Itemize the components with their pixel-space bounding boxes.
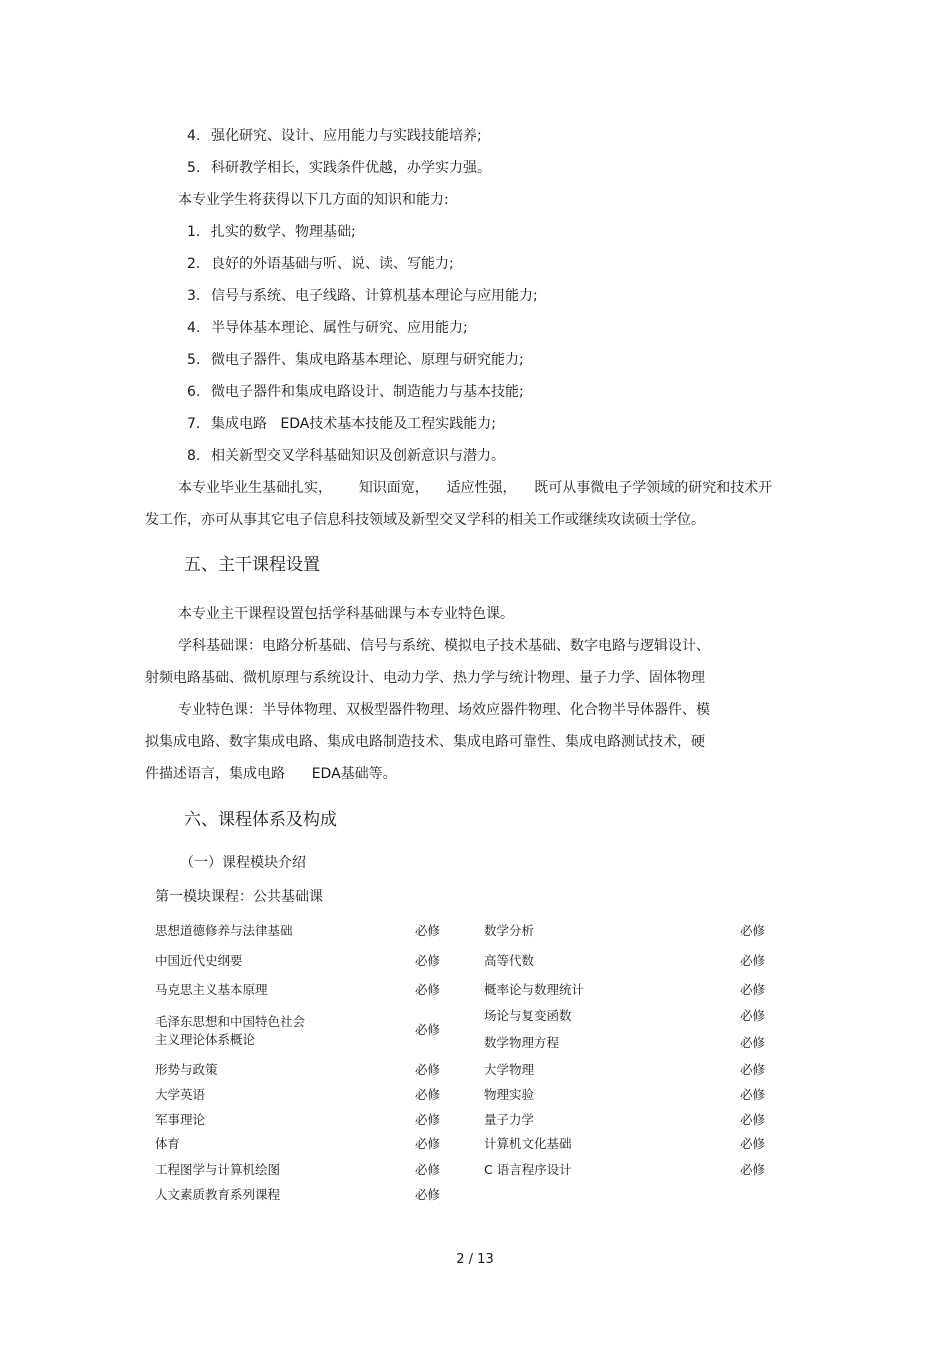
course-name: 军事理论 bbox=[155, 1112, 206, 1127]
page-number: 2 / 13 bbox=[456, 1252, 494, 1267]
list-number: 8. bbox=[187, 448, 201, 464]
list-item bbox=[187, 382, 524, 402]
paragraph-line: 学科基础课：电路分析基础、信号与系统、模拟电子技术基础、数字电路与逻辑设计、 bbox=[178, 638, 710, 654]
list-text: 微电子器件和集成电路设计、制造能力与基本技能; bbox=[211, 384, 524, 400]
list-number: 4. bbox=[187, 320, 201, 336]
module-heading: 第一模块课程：公共基础课 bbox=[155, 889, 323, 905]
list-item bbox=[187, 222, 356, 242]
course-name-continued: 主义理论体系概论 bbox=[155, 1032, 256, 1047]
paragraph-line: 本专业主干课程设置包括学科基础课与本专业特色课。 bbox=[178, 606, 514, 622]
course-type: 必修 bbox=[415, 1062, 441, 1077]
list-item bbox=[187, 286, 538, 306]
course-type: 必修 bbox=[740, 1112, 766, 1127]
course-type: 必修 bbox=[740, 1087, 766, 1102]
course-name: 场论与复变函数 bbox=[484, 1008, 572, 1023]
subsection-heading: （一）课程模块介绍 bbox=[180, 855, 306, 871]
section-heading: 五、主干课程设置 bbox=[184, 555, 320, 575]
paragraph-line: 拟集成电路、数字集成电路、集成电路制造技术、集成电路可靠性、集成电路测试技术，硬 bbox=[145, 734, 705, 750]
list-text: 信号与系统、电子线路、计算机基本理论与应用能力; bbox=[211, 288, 538, 304]
course-name: 中国近代史纲要 bbox=[155, 953, 243, 968]
course-type: 必修 bbox=[415, 982, 441, 997]
course-name: C 语言程序设计 bbox=[484, 1162, 572, 1177]
list-item bbox=[187, 350, 524, 370]
course-type: 必修 bbox=[415, 1187, 441, 1202]
course-name: 量子力学 bbox=[484, 1112, 535, 1127]
list-item bbox=[187, 254, 454, 274]
course-name: 人文素质教育系列课程 bbox=[155, 1187, 281, 1202]
course-type: 必修 bbox=[740, 923, 766, 938]
course-name: 物理实验 bbox=[484, 1087, 535, 1102]
course-name: 思想道德修养与法律基础 bbox=[155, 923, 293, 938]
course-type: 必修 bbox=[740, 1136, 766, 1151]
list-number: 4. bbox=[187, 128, 201, 144]
list-item bbox=[187, 446, 505, 466]
course-name: 大学物理 bbox=[484, 1062, 535, 1077]
list-text: 科研教学相长，实践条件优越，办学实力强。 bbox=[211, 160, 491, 176]
list-item bbox=[187, 318, 468, 338]
course-type: 必修 bbox=[415, 1162, 441, 1177]
list-text: 强化研究、设计、应用能力与实践技能培养; bbox=[211, 128, 482, 144]
course-type: 必修 bbox=[415, 1022, 441, 1037]
paragraph-line: 射频电路基础、微机原理与系统设计、电动力学、热力学与统计物理、量子力学、固体物理 bbox=[145, 670, 705, 686]
paragraph-line: 发工作，亦可从事其它电子信息科技领域及新型交叉学科的相关工作或继续攻读硕士学位。 bbox=[145, 512, 705, 528]
paragraph-line: 件描述语言，集成电路 EDA基础等。 bbox=[145, 766, 397, 782]
course-name: 高等代数 bbox=[484, 953, 535, 968]
course-name: 计算机文化基础 bbox=[484, 1136, 572, 1151]
course-name: 数学分析 bbox=[484, 923, 535, 938]
course-name: 大学英语 bbox=[155, 1087, 206, 1102]
list-text: 微电子器件、集成电路基本理论、原理与研究能力; bbox=[211, 352, 524, 368]
list-number: 6. bbox=[187, 384, 201, 400]
list-number: 1. bbox=[187, 224, 201, 240]
list-item bbox=[187, 126, 482, 146]
list-item bbox=[187, 414, 496, 434]
course-type: 必修 bbox=[740, 1008, 766, 1023]
paragraph-line: 本专业毕业生基础扎实， 知识面宽， 适应性强， 既可从事微电子学领域的研究和技术开 bbox=[178, 480, 773, 496]
course-name: 马克思主义基本原理 bbox=[155, 982, 268, 997]
course-type: 必修 bbox=[415, 953, 441, 968]
course-name: 概率论与数理统计 bbox=[484, 982, 585, 997]
section-heading: 六、课程体系及构成 bbox=[184, 810, 337, 830]
course-name: 体育 bbox=[155, 1136, 181, 1151]
course-name: 数学物理方程 bbox=[484, 1035, 560, 1050]
list-number: 3. bbox=[187, 288, 201, 304]
list-number: 7. bbox=[187, 416, 201, 432]
course-type: 必修 bbox=[740, 1162, 766, 1177]
paragraph-line: 专业特色课：半导体物理、双极型器件物理、场效应器件物理、化合物半导体器件、模 bbox=[178, 702, 710, 718]
course-name: 工程图学与计算机绘图 bbox=[155, 1162, 281, 1177]
course-type: 必修 bbox=[415, 923, 441, 938]
list-text: 相关新型交叉学科基础知识及创新意识与潜力。 bbox=[211, 448, 505, 464]
list-number: 5. bbox=[187, 160, 201, 176]
course-name: 毛泽东思想和中国特色社会 bbox=[155, 1014, 306, 1029]
course-type: 必修 bbox=[740, 982, 766, 997]
list-number: 2. bbox=[187, 256, 201, 272]
course-type: 必修 bbox=[740, 1062, 766, 1077]
course-type: 必修 bbox=[415, 1112, 441, 1127]
knowledge-intro: 本专业学生将获得以下几方面的知识和能力: bbox=[178, 192, 449, 208]
course-type: 必修 bbox=[415, 1087, 441, 1102]
list-text: 良好的外语基础与听、说、读、写能力; bbox=[211, 256, 454, 272]
course-type: 必修 bbox=[740, 953, 766, 968]
course-name: 形势与政策 bbox=[155, 1062, 218, 1077]
list-text: 半导体基本理论、属性与研究、应用能力; bbox=[211, 320, 468, 336]
list-item bbox=[187, 158, 491, 178]
list-number: 5. bbox=[187, 352, 201, 368]
course-type: 必修 bbox=[415, 1136, 441, 1151]
list-text: 扎实的数学、物理基础; bbox=[211, 224, 356, 240]
course-type: 必修 bbox=[740, 1035, 766, 1050]
list-text: 集成电路 EDA技术基本技能及工程实践能力; bbox=[211, 416, 497, 432]
